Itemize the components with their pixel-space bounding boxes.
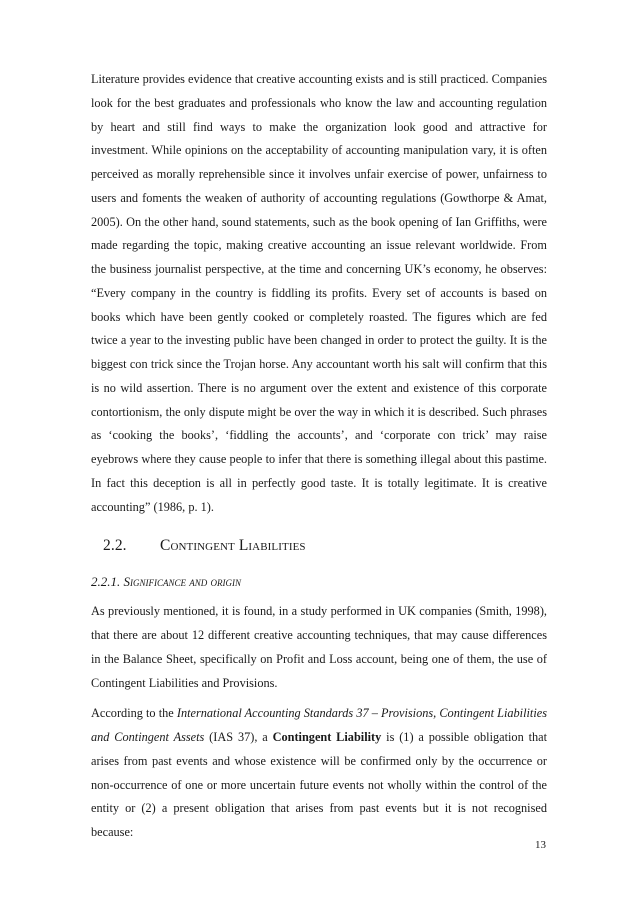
page-number: 13 (535, 839, 546, 851)
document-page (91, 68, 547, 845)
section-heading (91, 528, 547, 564)
ias37-text-1: According to the (91, 706, 177, 721)
subsection-heading: 2.2.1. Significance and origin (91, 574, 241, 590)
ias37-text-3: is (1) a possible obligation that arises from past events and whose existence will be confirmed only by the occurrence or non-occurrence of one or more uncertain future events not wholly within the control of the entity or (2) a present obligation that arises from past events but it is not recognised because: (91, 730, 548, 839)
ias37-text-2: (IAS 37), a (204, 730, 273, 744)
paragraph-creative-accounting: Literature provides evidence that creative accounting exists and is still practiced. Companies look for the best graduates and professionals who know the law and accounting regulation by heart and still find ways to make the organization look good and attractive for investment. While opinions on the acceptability of accounting manipulation vary, it is often perceived as morally reprehensible since it involves unfair exercise of power, unfairness to users and foments the weaken of authority of accounting regulations (Gowthorpe & Amat, 2005). On the other hand, sound statements, such as the book opening of Ian Griffiths, were made regarding the topic, making creative accounting an issue relevant worldwide. From the business journalist perspective, at the time and concerning UK’s economy, he observes: “Every company in the country is fiddling its profits. Every set of accounts is based on books which have been gently cooked or completely roasted. The figures which are fed twice a year to the investing public have been changed in order to protect the guilty. It is the biggest con trick since the Trojan horse. Any accountant worth his salt will confirm that this is no wild assertion. There is no argument over the extent and existence of this corporate contortionism, the only dispute might be over the way in which it is described. Such phrases as ‘cooking the books’, ‘fiddling the accounts’, and ‘corporate con trick’ may raise eyebrows where they cause people to infer that there is something illegal about this pastime. In fact this deception is all in perfectly good taste. It is totally legitimate. It is creative accounting” (1986, p. 1). (91, 72, 547, 514)
paragraph-ias37-definition (91, 702, 547, 845)
ias37-standard-title: International Accounting Standards 37 – Provisions, Contingent Liabilities and Contingent Assets (91, 706, 547, 744)
paragraph-techniques: As previously mentioned, it is found, in a study performed in UK companies (Smith, 1998), that there are about 12 different creative accounting techniques, that may cause differences in the Balance Sheet, specifically on Profit and Loss account, being one of them, the use of Contingent Liabilities and Provisions. (91, 604, 547, 690)
contingent-liability-term: Contingent Liability (272, 730, 382, 744)
section-title: Contingent Liabilities (160, 537, 306, 555)
section-number: 2.2. (103, 537, 127, 555)
